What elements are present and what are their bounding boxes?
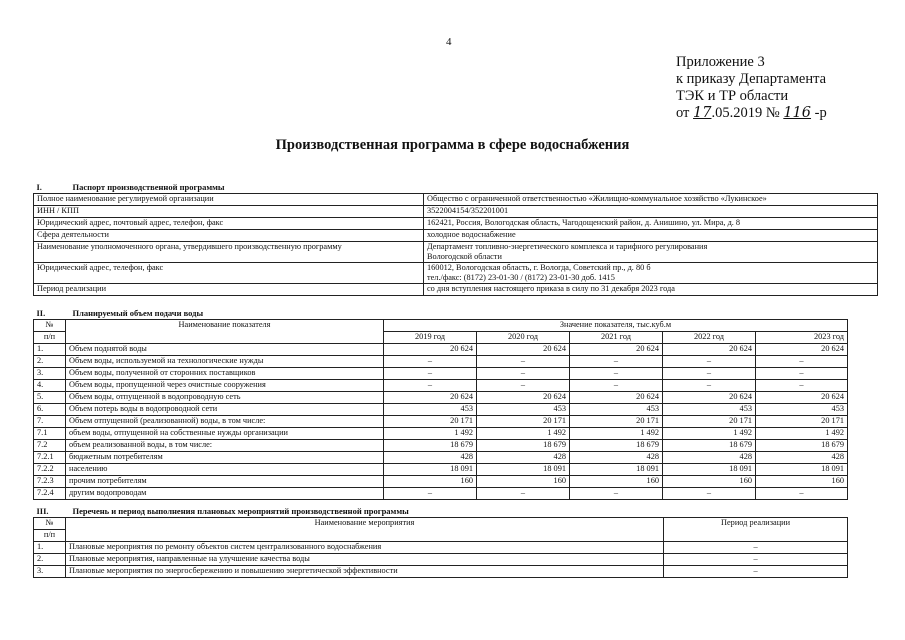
passport-value: холодное водоснабжение <box>424 230 878 242</box>
indicator-name: Объем воды, отпущенной в водопроводную сеть <box>66 392 384 404</box>
indicator-value: 20 171 <box>663 416 756 428</box>
passport-label: Юридический адрес, телефон, факс <box>34 263 424 284</box>
indicator-value: 20 624 <box>756 344 848 356</box>
indicator-name: Объем воды, используемой на технологические нужды <box>66 356 384 368</box>
indicator-value: 453 <box>384 404 477 416</box>
indicator-value: – <box>756 488 848 500</box>
passport-value <box>424 263 878 284</box>
indicator-name: населению <box>66 464 384 476</box>
indicator-value: 1 492 <box>384 428 477 440</box>
event-name: Плановые мероприятия по энергосбережению и повышению энергетической эффективности <box>66 566 664 578</box>
indicator-value: 160 <box>570 476 663 488</box>
row-number: 3. <box>34 368 66 380</box>
table-row <box>34 194 878 206</box>
column-header-event-name: Наименование мероприятия <box>66 518 664 542</box>
indicator-value: 428 <box>477 452 570 464</box>
passport-label: Полное наименование регулируемой организации <box>34 194 424 206</box>
passport-label: Сфера деятельности <box>34 230 424 242</box>
indicator-name: прочим потребителям <box>66 476 384 488</box>
table-row <box>34 542 848 554</box>
column-header-values: Значение показателя, тыс.куб.м <box>384 320 848 332</box>
indicator-value: 20 171 <box>384 416 477 428</box>
passport-value: Общество с ограниченной ответственностью «Жилищно-коммунальное хозяйство «Лукинское» <box>424 194 878 206</box>
event-period: – <box>664 554 848 566</box>
indicator-value: 20 624 <box>477 344 570 356</box>
table-row <box>34 242 878 263</box>
indicator-value: 20 624 <box>663 344 756 356</box>
passport-value-line: Вологодской области <box>427 252 502 261</box>
indicator-value: 20 624 <box>477 392 570 404</box>
indicator-value: – <box>477 380 570 392</box>
indicator-name: другим водопроводам <box>66 488 384 500</box>
column-header-number: № <box>34 518 66 530</box>
table-row <box>34 464 848 476</box>
row-number: 3. <box>34 566 66 578</box>
date-day: 17 <box>693 105 712 121</box>
table-row <box>34 476 848 488</box>
indicator-value: 160 <box>477 476 570 488</box>
table-row <box>34 554 848 566</box>
section-3-title: Перечень и период выполнения плановых мероприятий производственной программы <box>72 506 409 516</box>
indicator-value: 453 <box>756 404 848 416</box>
row-number: 7.2.2 <box>34 464 66 476</box>
indicator-value: 428 <box>756 452 848 464</box>
table-row <box>34 263 878 284</box>
table-row <box>34 284 878 296</box>
indicator-value: 20 624 <box>570 344 663 356</box>
table-row <box>34 428 848 440</box>
row-number: 7.1 <box>34 428 66 440</box>
indicator-value: 160 <box>384 476 477 488</box>
table-row <box>34 218 878 230</box>
indicator-value: 20 171 <box>570 416 663 428</box>
column-header-year: 2021 год <box>570 332 663 344</box>
events-table <box>33 506 848 578</box>
indicator-value: 20 171 <box>477 416 570 428</box>
order-number: 116 <box>783 105 812 121</box>
section-2-title: Планируемый объем подачи воды <box>72 308 204 318</box>
passport-value: 3522004154/352201001 <box>424 206 878 218</box>
table-row <box>34 230 878 242</box>
order-suffix: -р <box>814 105 827 121</box>
table-row <box>34 440 848 452</box>
indicator-value: 453 <box>477 404 570 416</box>
table-row <box>34 416 848 428</box>
indicator-name: объем воды, отпущенной на собственные нужды организации <box>66 428 384 440</box>
table-row <box>34 206 878 218</box>
indicator-value: 18 679 <box>570 440 663 452</box>
indicator-value: – <box>663 488 756 500</box>
indicator-value: – <box>570 380 663 392</box>
row-number: 7. <box>34 416 66 428</box>
section-1-number: I. <box>36 182 42 192</box>
indicator-value: 18 091 <box>663 464 756 476</box>
section-3-number: III. <box>36 506 49 516</box>
row-number: 1. <box>34 542 66 554</box>
indicator-name: Объем воды, полученной от сторонних поставщиков <box>66 368 384 380</box>
document-title: Производственная программа в сфере водоснабжения <box>275 137 630 153</box>
section-1-heading <box>34 182 878 194</box>
indicator-value: 428 <box>384 452 477 464</box>
passport-value: со дня вступления настоящего приказа в силу по 31 декабря 2023 года <box>424 284 878 296</box>
indicator-value: – <box>384 368 477 380</box>
table-row <box>34 566 848 578</box>
indicator-value: 453 <box>570 404 663 416</box>
indicator-value: – <box>477 368 570 380</box>
row-number: 2. <box>34 356 66 368</box>
table-row <box>34 368 848 380</box>
passport-label: Период реализации <box>34 284 424 296</box>
column-header-pp: п/п <box>34 530 66 542</box>
indicator-value: – <box>570 488 663 500</box>
indicator-value: 20 624 <box>570 392 663 404</box>
indicator-name: объем реализованной воды, в том числе: <box>66 440 384 452</box>
column-header-year: 2020 год <box>477 332 570 344</box>
indicator-value: – <box>477 356 570 368</box>
indicator-value: – <box>477 488 570 500</box>
indicator-value: 18 091 <box>570 464 663 476</box>
indicator-value: 20 171 <box>756 416 848 428</box>
passport-value-line: 160012, Вологодская область, г. Вологда, Советский пр., д. 80 б <box>427 263 651 272</box>
row-number: 2. <box>34 554 66 566</box>
row-number: 4. <box>34 380 66 392</box>
event-name: Плановые мероприятия, направленные на улучшение качества воды <box>66 554 664 566</box>
passport-value-line: Департамент топливно-энергетического комплекса и тарифного регулирования <box>427 242 708 251</box>
event-name: Плановые мероприятия по ремонту объектов систем централизованного водоснабжения <box>66 542 664 554</box>
indicator-value: 18 091 <box>384 464 477 476</box>
column-header-name: Наименование показателя <box>66 320 384 344</box>
table-row <box>34 380 848 392</box>
indicator-value: 20 624 <box>756 392 848 404</box>
column-header-number: № <box>34 320 66 332</box>
indicator-name: Объем отпущенной (реализованной) воды, в том числе: <box>66 416 384 428</box>
indicator-name: Объем воды, пропущенной через очистные сооружения <box>66 380 384 392</box>
indicator-value: 18 091 <box>756 464 848 476</box>
date-rest: .05.2019 № <box>711 105 780 121</box>
section-2-heading <box>34 308 848 320</box>
page-number: 4 <box>446 36 452 48</box>
indicator-value: 18 091 <box>477 464 570 476</box>
column-header-year: 2023 год <box>756 332 848 344</box>
indicator-name: Объем потерь воды в водопроводной сети <box>66 404 384 416</box>
passport-value: 162421, Россия, Вологодская область, Чагодощенский район, д. Анишино, ул. Мира, д. 8 <box>424 218 878 230</box>
event-period: – <box>664 542 848 554</box>
appendix-line-3: ТЭК и ТР области <box>676 88 789 104</box>
table-row <box>34 356 848 368</box>
section-3-heading <box>34 506 848 518</box>
row-number: 7.2.3 <box>34 476 66 488</box>
events-rows <box>34 542 848 578</box>
indicator-value: 1 492 <box>663 428 756 440</box>
indicator-value: – <box>570 368 663 380</box>
column-header-year: 2022 год <box>663 332 756 344</box>
section-1-title: Паспорт производственной программы <box>72 182 225 192</box>
table-row <box>34 404 848 416</box>
indicator-value: – <box>663 356 756 368</box>
indicator-value: 18 679 <box>477 440 570 452</box>
column-header-period: Период реализации <box>664 518 848 542</box>
column-header-year: 2019 год <box>384 332 477 344</box>
row-number: 7.2.4 <box>34 488 66 500</box>
appendix-header <box>676 54 827 122</box>
indicator-value: 1 492 <box>756 428 848 440</box>
appendix-line-2: к приказу Департамента <box>676 71 827 87</box>
passport-label: ИНН / КПП <box>34 206 424 218</box>
indicator-value: – <box>663 368 756 380</box>
table-row <box>34 392 848 404</box>
indicator-value: 428 <box>570 452 663 464</box>
indicator-value: 18 679 <box>663 440 756 452</box>
indicator-value: 1 492 <box>570 428 663 440</box>
table-row <box>34 488 848 500</box>
row-number: 1. <box>34 344 66 356</box>
passport-label: Юридический адрес, почтовый адрес, телефон, факс <box>34 218 424 230</box>
indicator-value: – <box>384 356 477 368</box>
indicator-value: 20 624 <box>384 344 477 356</box>
indicator-value: 428 <box>663 452 756 464</box>
date-prefix: от <box>676 105 690 121</box>
indicator-value: 453 <box>663 404 756 416</box>
indicator-value: 160 <box>663 476 756 488</box>
event-period: – <box>664 566 848 578</box>
passport-table <box>33 182 878 296</box>
section-2-number: II. <box>36 308 46 318</box>
passport-value <box>424 242 878 263</box>
water-supply-table <box>33 308 848 500</box>
row-number: 5. <box>34 392 66 404</box>
indicator-name: бюджетным потребителям <box>66 452 384 464</box>
appendix-date-line <box>676 105 827 122</box>
indicator-value: – <box>570 356 663 368</box>
row-number: 7.2 <box>34 440 66 452</box>
indicator-value: – <box>756 356 848 368</box>
passport-value-line: тел./факс: (8172) 23-01-30 / (8172) 23-01-30 доб. 1415 <box>427 273 615 282</box>
table-row <box>34 452 848 464</box>
row-number: 6. <box>34 404 66 416</box>
indicator-value: – <box>756 368 848 380</box>
row-number: 7.2.1 <box>34 452 66 464</box>
indicator-value: – <box>384 488 477 500</box>
indicator-value: – <box>756 380 848 392</box>
indicator-value: 1 492 <box>477 428 570 440</box>
indicator-value: 20 624 <box>384 392 477 404</box>
indicator-value: – <box>663 380 756 392</box>
table-row <box>34 344 848 356</box>
indicator-value: 18 679 <box>756 440 848 452</box>
column-header-pp: п/п <box>34 332 66 344</box>
indicator-value: 18 679 <box>384 440 477 452</box>
appendix-line-1: Приложение 3 <box>676 54 765 70</box>
indicator-value: 20 624 <box>663 392 756 404</box>
indicator-value: – <box>384 380 477 392</box>
indicator-name: Объем поднятой воды <box>66 344 384 356</box>
passport-label: Наименование уполномоченного органа, утвердившего производственную программу <box>34 242 424 263</box>
water-supply-rows <box>34 344 848 500</box>
indicator-value: 160 <box>756 476 848 488</box>
